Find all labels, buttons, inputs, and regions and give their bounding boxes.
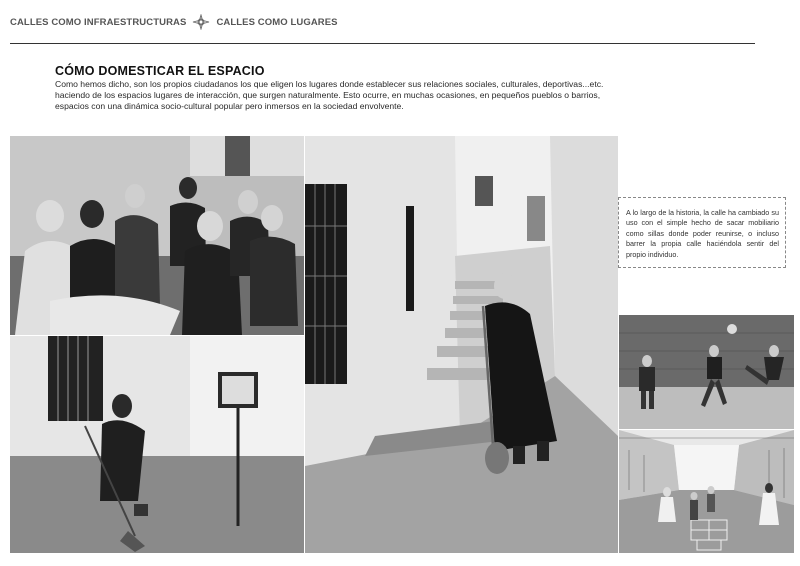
photo-elderly-woman-sweeping-stairs xyxy=(305,136,618,553)
photo-children-playing-football xyxy=(619,315,794,429)
header-right-label: CALLES COMO LUGARES xyxy=(216,16,338,28)
section-title: CÓMO DOMESTICAR EL ESPACIO xyxy=(55,64,265,78)
header-divider xyxy=(10,43,755,44)
photo-woman-sweeping-doorway xyxy=(10,336,304,553)
photo-women-seated-street xyxy=(10,136,304,335)
callout-box xyxy=(618,197,786,268)
section-intro-text: Como hemos dicho, son los propios ciudadanos los que eligen los lugares donde establecer sus relaciones sociales, culturales, deportivas...etc. haciendo de los espacios lugares de interacción, que surgen naturalmente. Esto ocurre, en muchas ocasiones, en pequeños pueblos o barrios, espacios con una dinámica socio-cultural popular pero inmersos en la sociedad envolvente. xyxy=(55,79,604,111)
callout-text: A lo largo de la historia, la calle ha cambiado su uso con el simple hecho de sacar mobiliario como sillas donde poder reunirse, o incluso barrer la propia calle haciéndola sentir del propio individuo. xyxy=(626,208,779,259)
photo-children-hopscotch-street xyxy=(619,430,794,553)
header-left-label: CALLES COMO INFRAESTRUCTURAS xyxy=(10,16,187,28)
compass-ornament-icon xyxy=(192,14,210,30)
page-header xyxy=(10,14,338,30)
